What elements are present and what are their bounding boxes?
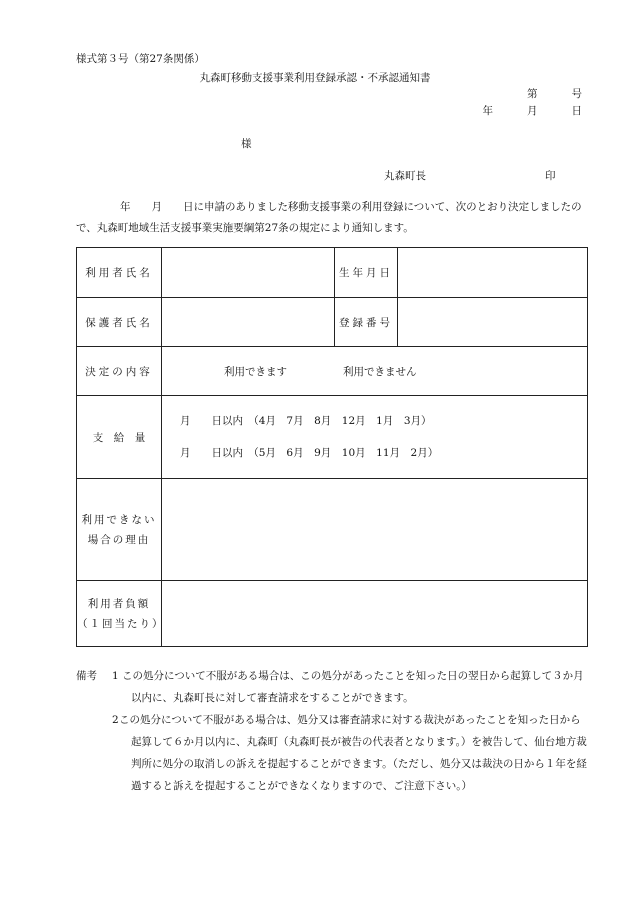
- remarks-section: [76, 665, 591, 797]
- burden-label: [77, 581, 165, 647]
- reason-label-line-2: 場合の理由: [87, 533, 151, 546]
- table-row: [77, 396, 588, 479]
- date-year: 年: [482, 105, 493, 117]
- number-suffix: 号: [571, 88, 582, 100]
- supply-amount-field: [162, 396, 588, 479]
- birthdate-field: [398, 248, 588, 298]
- date-line: [483, 103, 583, 118]
- table-row: [77, 581, 588, 647]
- table-row: [77, 479, 588, 581]
- registration-no-field: [398, 298, 588, 347]
- user-name-label: 利用者氏名: [77, 248, 162, 298]
- reason-label: [77, 479, 162, 581]
- remark-number: 1: [112, 670, 119, 682]
- guardian-name-field: [162, 298, 335, 347]
- remark-text: この処分について不服がある場合は、処分又は審査請求に対する裁決があったことを知った日から起算して６か月以内に、丸森町（丸森町長が被告の代表者となります。）を被告して、仙台地方裁判所に処分の取消しの訴えを提起することができます。（ただし、処分又は裁決の日から１年を経過すると訴えを提起することができなくなりますので、ご注意下さい。）: [119, 714, 587, 792]
- reason-field: [162, 479, 588, 581]
- decision-option-denied: 利用できません: [343, 365, 417, 378]
- remark-text: この処分について不服がある場合は、この処分があったことを知った日の翌日から起算して３か月以内に、丸森町長に対して審査請求をすることができます。: [122, 670, 584, 704]
- remark-number: 2: [112, 714, 119, 726]
- user-name-field: [162, 248, 335, 298]
- decision-option-approved: 利用できます: [224, 365, 287, 378]
- registration-no-label: 登録番号: [335, 298, 398, 347]
- guardian-name-label: 保護者氏名: [77, 298, 162, 347]
- remark-item: [76, 709, 591, 797]
- birthdate-label: 生年月日: [335, 248, 398, 298]
- date-day: 日: [571, 105, 582, 117]
- table-row: [77, 248, 588, 298]
- supply-line-1: 月 日以内 （4月 7月 8月 12月 1月 3月）: [180, 415, 432, 427]
- table-row: [77, 298, 588, 347]
- reason-label-line-1: 利用できない: [81, 513, 157, 526]
- notice-body-text: 年 月 日に申請のありました移動支援事業の利用登録について、次のとおり決定しましたので、丸森町地域生活支援事業実施要綱第27条の規定により通知します。: [76, 201, 582, 234]
- decision-label: 決定の内容: [77, 347, 162, 396]
- number-prefix: 第: [527, 88, 538, 100]
- remark-item: [76, 665, 591, 709]
- document-title: 丸森町移動支援事業利用登録承認・不承認通知書: [199, 72, 431, 84]
- document-number-line: [527, 86, 582, 101]
- table-row: [77, 347, 588, 396]
- burden-field: [162, 581, 588, 647]
- remarks-heading: 備考: [76, 670, 97, 682]
- burden-label-line-2: （１回当たり）: [77, 617, 165, 630]
- registration-table: [76, 247, 588, 647]
- addressee-suffix: 様: [241, 138, 252, 150]
- burden-label-line-1: 利用者負額: [87, 597, 151, 610]
- form-number-label: 様式第３号（第27条関係）: [76, 53, 205, 65]
- supply-amount-label: 支 給 量: [77, 396, 162, 479]
- date-month: 月: [527, 105, 538, 117]
- supply-line-2: 月 日以内 （5月 6月 9月 10月 11月 2月）: [180, 447, 439, 459]
- seal-mark: 印: [545, 170, 556, 182]
- issuer-name: 丸森町長: [384, 170, 426, 182]
- decision-field: [162, 347, 588, 396]
